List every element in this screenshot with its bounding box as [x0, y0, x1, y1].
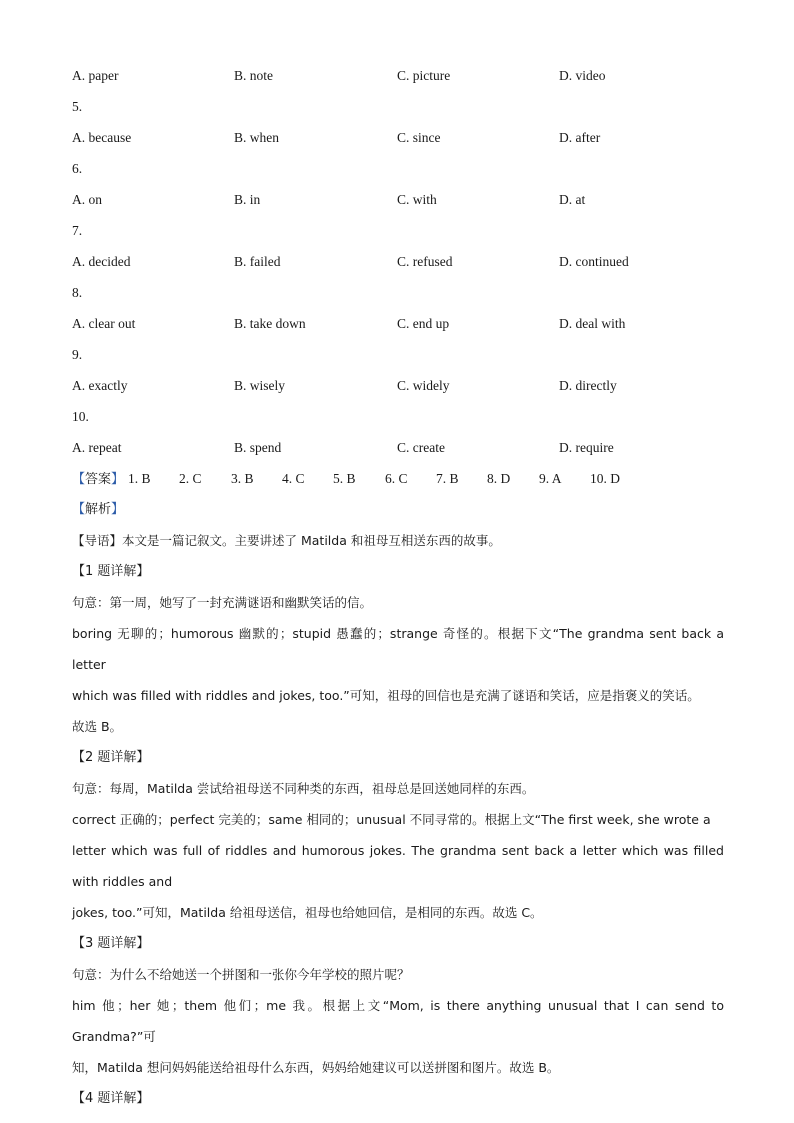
question-number: 5. — [72, 99, 83, 114]
option-b: B. spend — [234, 440, 282, 455]
detail-line: letter which was full of riddles and humorous jokes. The grandma sent back a letter which was filled with riddles and — [72, 843, 724, 889]
answer-item: 5. B — [333, 471, 356, 486]
answer-item: 2. C — [179, 471, 202, 486]
option-b: B. note — [234, 68, 273, 83]
option-c: C. since — [397, 130, 441, 145]
detail-heading: 【4 题详解】 — [72, 1091, 150, 1106]
detail-heading: 【2 题详解】 — [72, 750, 150, 765]
detail-line: him 他；her 她；them 他们；me 我。根据上文“Mom, is there anything unusual that I can send to Grandma?”可 — [72, 998, 724, 1044]
option-d: D. at — [559, 192, 586, 207]
option-c: C. widely — [397, 378, 450, 393]
detail-line: 句意：每周，Matilda 尝试给祖母送不同种类的东西，祖母总是回送她同样的东西。 — [72, 781, 535, 796]
answer-item: 9. A — [539, 471, 562, 486]
option-a: A. paper — [72, 68, 119, 83]
option-c: C. picture — [397, 68, 451, 83]
option-d: D. after — [559, 130, 601, 145]
question-number: 7. — [72, 223, 83, 238]
answer-bracket-close: 】 — [111, 472, 125, 487]
option-b: B. wisely — [234, 378, 286, 393]
answer-item: 4. C — [282, 471, 305, 486]
detail-heading: 【3 题详解】 — [72, 936, 150, 951]
option-b: B. when — [234, 130, 279, 145]
option-a: A. exactly — [72, 378, 128, 393]
answer-item: 8. D — [487, 471, 511, 486]
answer-bracket-open: 【 — [72, 472, 86, 487]
question-4-options — [72, 60, 724, 91]
analysis-heading: 【解析】 — [72, 502, 125, 517]
question-number: 9. — [72, 347, 83, 362]
question-number: 10. — [72, 409, 89, 424]
option-c: C. with — [397, 192, 437, 207]
option-d: D. video — [559, 68, 606, 83]
question-8-options — [72, 308, 724, 339]
answer-item: 10. D — [590, 471, 620, 486]
option-a: A. repeat — [72, 440, 122, 455]
option-a: A. decided — [72, 254, 131, 269]
question-10-options — [72, 432, 724, 463]
detail-line: 故选 B。 — [72, 719, 123, 734]
question-number: 8. — [72, 285, 83, 300]
option-a: A. on — [72, 192, 102, 207]
answer-label: 答案 — [85, 472, 112, 487]
guide-text: 【导语】本文是一篇记叙文。主要讲述了 Matilda 和祖母互相送东西的故事。 — [72, 533, 501, 548]
question-7-options — [72, 246, 724, 277]
detail-line: jokes, too.”可知，Matilda 给祖母送信，祖母也给她回信，是相同的东西。故选 C。 — [72, 905, 543, 920]
option-b: B. take down — [234, 316, 306, 331]
option-d: D. directly — [559, 378, 617, 393]
option-a: A. because — [72, 130, 132, 145]
question-9-options — [72, 370, 724, 401]
answer-key — [72, 463, 724, 494]
option-d: D. deal with — [559, 316, 626, 331]
question-5-options — [72, 122, 724, 153]
answer-item: 7. B — [436, 471, 459, 486]
option-c: C. end up — [397, 316, 450, 331]
option-c: C. create — [397, 440, 445, 455]
option-c: C. refused — [397, 254, 453, 269]
answer-item: 3. B — [231, 471, 254, 486]
detail-heading: 【1 题详解】 — [72, 564, 150, 579]
answer-item: 6. C — [385, 471, 408, 486]
option-a: A. clear out — [72, 316, 136, 331]
detail-line: which was filled with riddles and jokes, too.”可知，祖母的回信也是充满了谜语和笑话，应是指褒义的笑话。 — [72, 688, 700, 703]
option-b: B. in — [234, 192, 261, 207]
detail-line: correct 正确的；perfect 完美的；same 相同的；unusual 不同寻常的。根据上文“The first week, she wrote a — [72, 812, 711, 827]
document-page — [72, 60, 724, 1114]
question-number: 6. — [72, 161, 83, 176]
answer-item: 1. B — [128, 471, 151, 486]
detail-line: 句意：为什么不给她送一个拼图和一张你今年学校的照片呢？ — [72, 967, 410, 982]
detail-line: boring 无聊的；humorous 幽默的；stupid 愚蠢的；strange 奇怪的。根据下文“The grandma sent back a letter — [72, 626, 724, 672]
detail-line: 知，Matilda 想问妈妈能送给祖母什么东西，妈妈给她建议可以送拼图和图片。故选 B。 — [72, 1060, 560, 1075]
question-6-options — [72, 184, 724, 215]
option-d: D. continued — [559, 254, 629, 269]
option-b: B. failed — [234, 254, 281, 269]
detail-line: 句意：第一周，她写了一封充满谜语和幽默笑话的信。 — [72, 595, 373, 610]
option-d: D. require — [559, 440, 614, 455]
